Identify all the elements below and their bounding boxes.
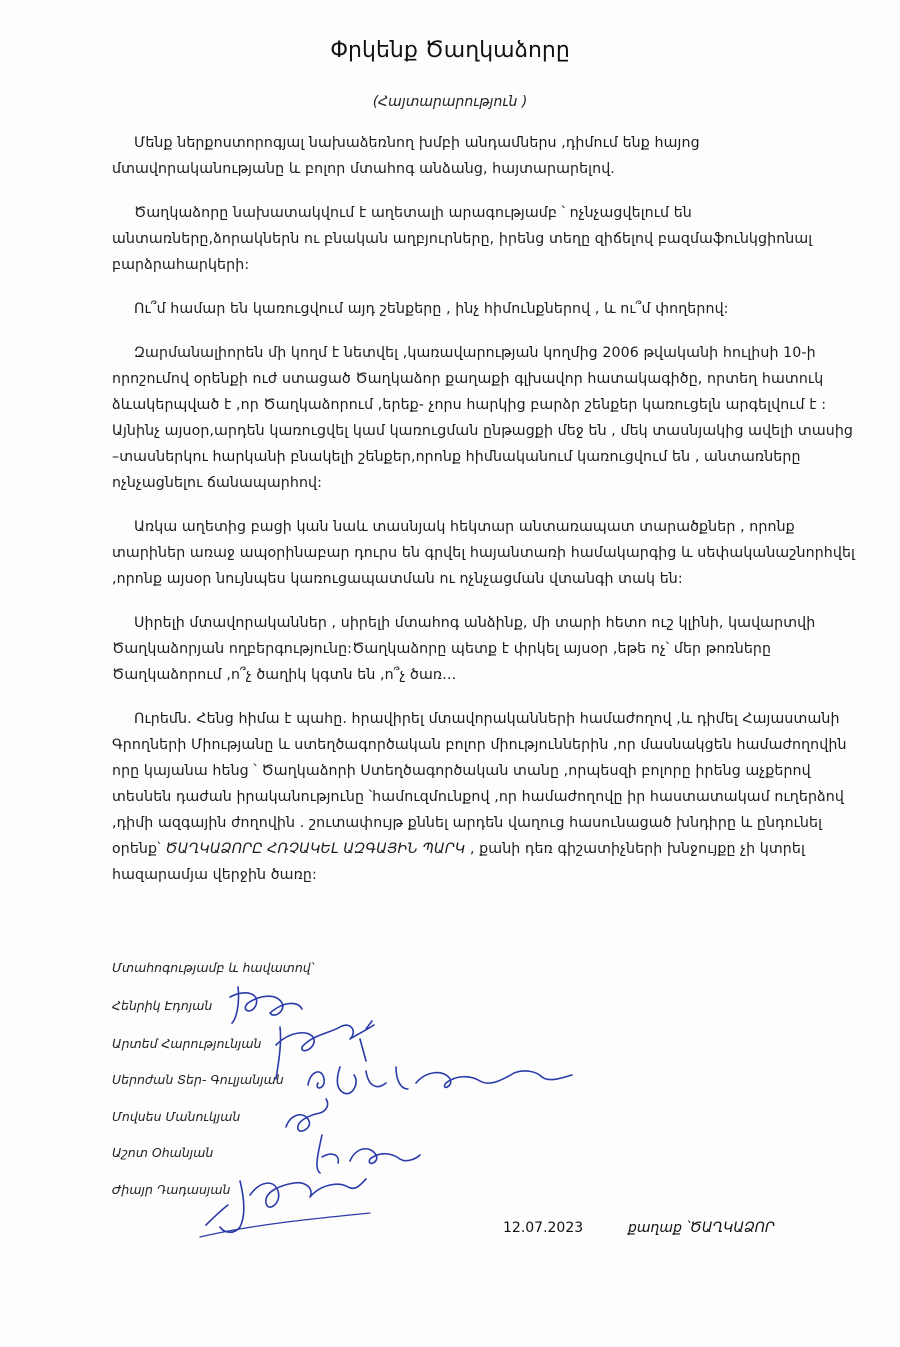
paragraph-7-text: Ուրեմն. Հենց հիմա է պահը. հրավիրել մտավորականների համաժողով ,և դիմել Հայաստանի Գրողների Միությանը և ստեղծագործական բոլոր միություններին ,որ մասնակցեն համաժողովին որը կայանա հենց ՝ Ծաղկաձորի Ստեղծագործական տանը ,որպեսզի բոլորը իրենց աչքերով տեսնեն դաժան իրականությունը ՝համուզմունքով ,որ համաժողովը իր հաստատակամ ուղերձով ,դիմի ազգային ժողովին . շուտափույթ քննել արդեն վաղուց հասունացած խնդիրը և ընդունել օրենք՝ [112,711,847,857]
signature-3 [308,1067,572,1094]
signatory-name: Սերոժան Տեր- Գուլյանյան [112,1072,284,1087]
signature-2 [276,1021,374,1079]
signatory-name: Արտեմ Հարությունյան [112,1036,262,1051]
signatory-name: Հենրիկ Էդոյան [112,998,213,1013]
signature-6 [206,1179,366,1232]
signatory-name: Մովսես Մանուկյան [112,1109,241,1124]
paragraph-3: Ու՞մ համար են կառուցվում այդ շենքերը , ինչ հիմունքներով , և ու՞մ փողերով: [134,301,729,317]
national-park-emphasis: ԾԱՂԿԱՁՈՐԸ ՀՌՉԱԿԵԼ ԱԶԳԱՅԻՆ ՊԱՐԿ [165,841,466,857]
paragraph-4: Զարմանալիորեն մի կողմ է նետվել ,կառավարության կողմից 2006 թվականի հուլիսի 10-ի որոշումով օրենքի ուժ ստացած Ծաղկաձոր քաղաքի գլխավոր հատակագիծը, որտեղ հատուկ ձևակերպված է ,որ Ծաղկաձորում ,երեք- չորս հարկից բարձր շենքեր կառուցելն արգելվում է : Այնինչ այսօր,արդեն կառուցվել կամ կառուցման ընթացքի մեջ են , մեկ տասնյակից ավելի տասից –տասներկու հարկանի բնակելի շենքեր,որոնք հիմնականում կառուցվում են , անտառները ոչնչացնելու ճանապարհով: [112,345,854,491]
paragraph-7 [112,706,860,888]
signature-4 [286,1099,328,1131]
paragraph-1: Մենք ներքոստորոգյալ նախաձեռնող խմբի անդամներս ,դիմում ենք հայոց մտավորականությանը և բոլոր մտահոգ անձանց, հայտարարելով. [112,135,700,177]
paragraph-2: Ծաղկաձորը նախատակվում է աղետալի արագությամբ ՝ ոչնչացվելում են անտառները,ձորակներն ու բնական աղբյուրները, իրենց տեղը զիճելով բազմաֆունկցիոնալ բարձրահարկերի: [112,205,813,273]
signature-1 [230,987,302,1023]
handwritten-signatures [190,975,610,1245]
paragraph-7-tail: , քանի դեռ գիշատիչների խնջույքը չի կտրել հազարամյա վերջին ծառը: [112,841,805,883]
paragraph-6: Սիրելի մտավորականներ , սիրելի մտահոգ անձինք, մի տարի հետո ուշ կլինի, կավարտվի Ծաղկաձորյան ողբերգությունը:Ծաղկաձորը պետք է փրկել այսօր ,եթե ոչ՝ մեր թոռները Ծաղկաձորում ,ո՞չ ծաղիկ կգտն են ,ո՞չ ծառ… [112,615,816,683]
document-date: 12.07.2023 [503,1220,584,1236]
signatory-name: Ժիայր Դադասյան [112,1182,231,1197]
document-body [112,130,860,906]
signatory-name: Աշոտ Օհանյան [112,1145,214,1160]
paragraph-5: Առկա աղետից բացի կան նաև տասնյակ հեկտար անտառապատ տարածքներ , որոնք տարիներ առաջ ապօրինաբար դուրս են գրվել հայանտառի համակարգից և սեփականաշնորհվել ,որոնք այսօր նույնպես կառուցապատման ու ոչնչացման վտանգի տակ են: [112,519,856,587]
document-city: քաղաք ՝ԾԱՂԿԱՁՈՐ [628,1220,775,1236]
signatories-heading: Մտահոգությամբ և հավատով՝ [112,960,314,975]
page-subtitle: (Հայտարարություն ) [372,94,528,110]
page-title: Փրկենք Ծաղկաձորը [330,38,570,63]
signature-5 [317,1135,420,1173]
